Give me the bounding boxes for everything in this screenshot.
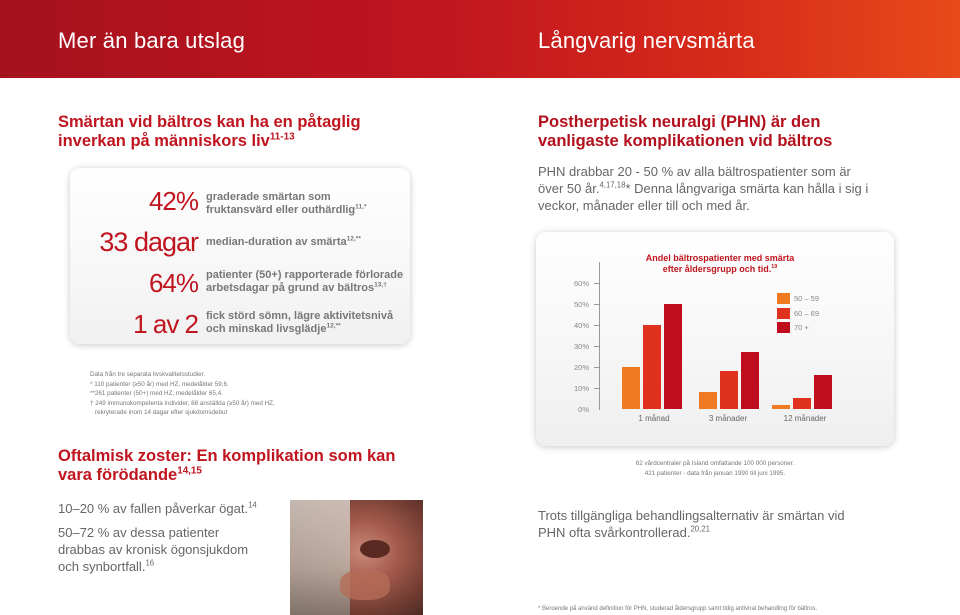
x-tick-label: 1 månad — [638, 414, 670, 423]
bar — [814, 375, 832, 409]
legend-label: 60 – 69 — [794, 309, 820, 318]
stat-value: 42% — [148, 186, 198, 216]
y-tick-label: 10% — [573, 384, 589, 393]
y-tick-label: 50% — [573, 300, 589, 309]
y-tick — [594, 325, 599, 326]
y-tick — [594, 283, 599, 284]
stat-value: 64% — [148, 268, 198, 298]
eye-disease-fact: 50–72 % av dessa patienter drabbas av kronisk ögonsjukdom och synbortfall.$^{16}$ — [58, 525, 249, 574]
legend-swatch — [777, 308, 790, 319]
stat-description: graderade smärtan som fruktansvärd eller outhärdlig$^{11,*}$ — [206, 191, 367, 216]
chart-title: Andel bältrospatienter med smärta efter åldersgrupp och tid.$^{19}$ — [645, 253, 795, 274]
legend-swatch — [777, 293, 790, 304]
closing-statement: Trots tillgängliga behandlingsalternativ är smärtan vid PHN ofta svårkontrollerad.$^{20,21}$ — [538, 508, 845, 540]
y-tick — [594, 388, 599, 389]
legend-label: 70 + — [794, 323, 809, 332]
y-tick-label: 40% — [573, 321, 589, 330]
right-section-title: Långvarig nervsmärta — [538, 28, 755, 53]
footnote: * Beroende på använd definition för PHN, studerad åldersgrupp samt tidig antiviral behandling för bältros. — [538, 606, 818, 612]
ophthalmic-zoster-photo — [290, 500, 423, 615]
bar — [622, 367, 640, 409]
stat-description: fick störd sömn, lägre aktivitetsnivå och minskad livsglädje$^{12,**}$ — [206, 310, 394, 335]
eye-fact: 10–20 % av fallen påverkar ögat.$^{14}$ — [58, 500, 257, 516]
stat-description: median-duration av smärta$^{12,**}$ — [206, 235, 361, 248]
left-section-title: Mer än bara utslag — [58, 28, 246, 53]
y-tick-label: 60% — [573, 279, 589, 288]
bar — [793, 398, 811, 409]
stat-description: patienter (50+) rapporterade förlorade arbetsdagar på grund av bältros$^{13,\dagger}$ — [206, 269, 404, 294]
y-tick-label: 20% — [573, 363, 589, 372]
phn-paragraph: PHN drabbar 20 - 50 % av alla bältrospatienter som är över 50 år.$^{4,17,18}$* Denna långvariga smärta kan hålla i sig i veckor, månader eller till och med år. — [538, 164, 869, 213]
y-tick-label: 30% — [573, 342, 589, 351]
legend-label: 50 – 59 — [794, 294, 820, 303]
bar — [772, 405, 790, 409]
legend-swatch — [777, 322, 790, 333]
y-tick — [594, 346, 599, 347]
bar — [699, 392, 717, 409]
x-tick-label: 3 månader — [708, 414, 748, 423]
stat-value: 33 dagar — [99, 227, 198, 257]
stat-value: 1 av 2 — [133, 309, 198, 339]
study-notes: Data från tre separata livskvalitetsstudier. * 110 patienter (≥50 år) med HZ, medelålder 59,6. **261 patienter (50+) med HZ, medelålder 65,4. † 249 immunokompetenta individer, 88 anställda (≥50 år) med HZ, rekryterade inom 14 dagar efter sjukdomsdebut — [90, 371, 275, 417]
bar — [664, 304, 682, 409]
chart-source-note: 62 vårdcentraler på Island omfattande 100 000 personer. 421 patienter - data från januari 1990 till juni 1995. — [635, 460, 795, 477]
ophthalmic-heading: Oftalmisk zoster: En komplikation som kan vara förödande$^{14,15}$ — [58, 447, 396, 484]
y-tick-label: 0% — [578, 405, 589, 414]
bar — [741, 352, 759, 409]
x-tick-label: 12 månader — [783, 414, 827, 423]
y-tick — [594, 367, 599, 368]
bar — [720, 371, 738, 409]
y-tick — [594, 304, 599, 305]
phn-heading: Postherpetisk neuralgi (PHN) är den vanligaste komplikationen vid bältros — [538, 113, 833, 150]
life-impact-heading: Smärtan vid bältros kan ha en påtaglig inverkan på människors liv$^{11-13}$ — [58, 113, 361, 150]
bar — [643, 325, 661, 409]
